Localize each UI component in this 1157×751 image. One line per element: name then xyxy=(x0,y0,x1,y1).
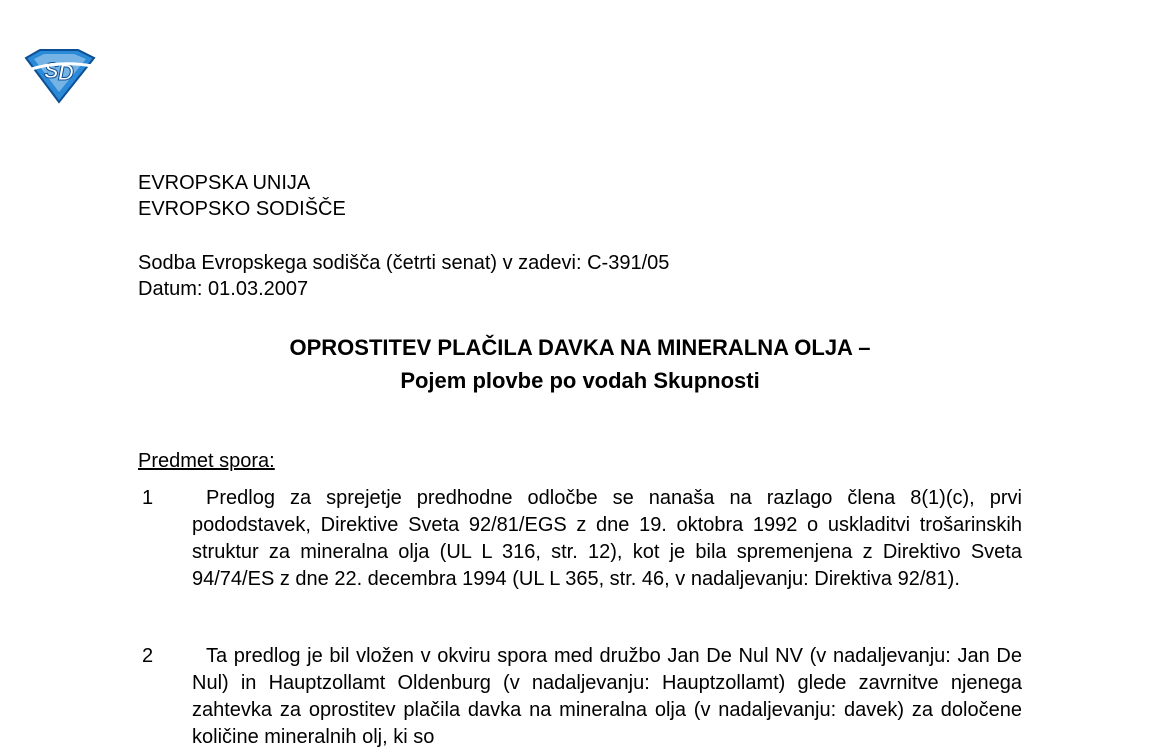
paragraph-text: Ta predlog je bil vložen v okviru spora med družbo Jan De Nul NV (v nadaljevanju: Jan De Nul) in Hauptzollamt Oldenburg (v nadaljevanju: Hauptzollamt) glede zavrnitve njenega zahtevka za oprostitev plačila davka na mineralna olja (v nadaljevanju: davek) za določene količine mineralnih olj, ki so xyxy=(192,645,1022,748)
date-line: Datum: 01.03.2007 xyxy=(138,278,309,300)
section-heading: Predmet spora: xyxy=(138,450,275,472)
title-line-2: Pojem plovbe po vodah Skupnosti xyxy=(400,368,760,393)
sd-logo xyxy=(22,48,96,104)
svg-text:D: D xyxy=(58,60,74,85)
org-line-court: EVROPSKO SODIŠČE xyxy=(138,198,346,220)
title-line-1: OPROSTITEV PLAČILA DAVKA NA MINERALNA OLJA – xyxy=(289,335,871,360)
sd-logo-icon xyxy=(22,48,96,104)
org-line-union: EVROPSKA UNIJA xyxy=(138,172,311,194)
paragraph-number: 2 xyxy=(142,645,154,667)
paragraph-1 xyxy=(138,485,1022,593)
paragraph-2 xyxy=(138,643,1022,751)
court-header xyxy=(138,170,346,222)
document-title xyxy=(138,331,1022,397)
case-line: Sodba Evropskega sodišča (četrti senat) v zadevi: C-391/05 xyxy=(138,252,670,274)
case-info xyxy=(138,250,669,302)
svg-text:S: S xyxy=(44,58,59,83)
paragraph-text: Predlog za sprejetje predhodne odločbe se nanaša na razlago člena 8(1)(c), prvi pododstavek, Direktive Sveta 92/81/EGS z dne 19. oktobra 1992 o uskladitvi trošarinskih struktur za mineralna olja (UL L 316, str. 12), kot je bila spremenjena z Direktivo Sveta 94/74/ES z dne 22. decembra 1994 (UL L 365, str. 46, v nadaljevanju: Direktiva 92/81). xyxy=(192,487,1022,590)
paragraph-number: 1 xyxy=(142,487,154,509)
